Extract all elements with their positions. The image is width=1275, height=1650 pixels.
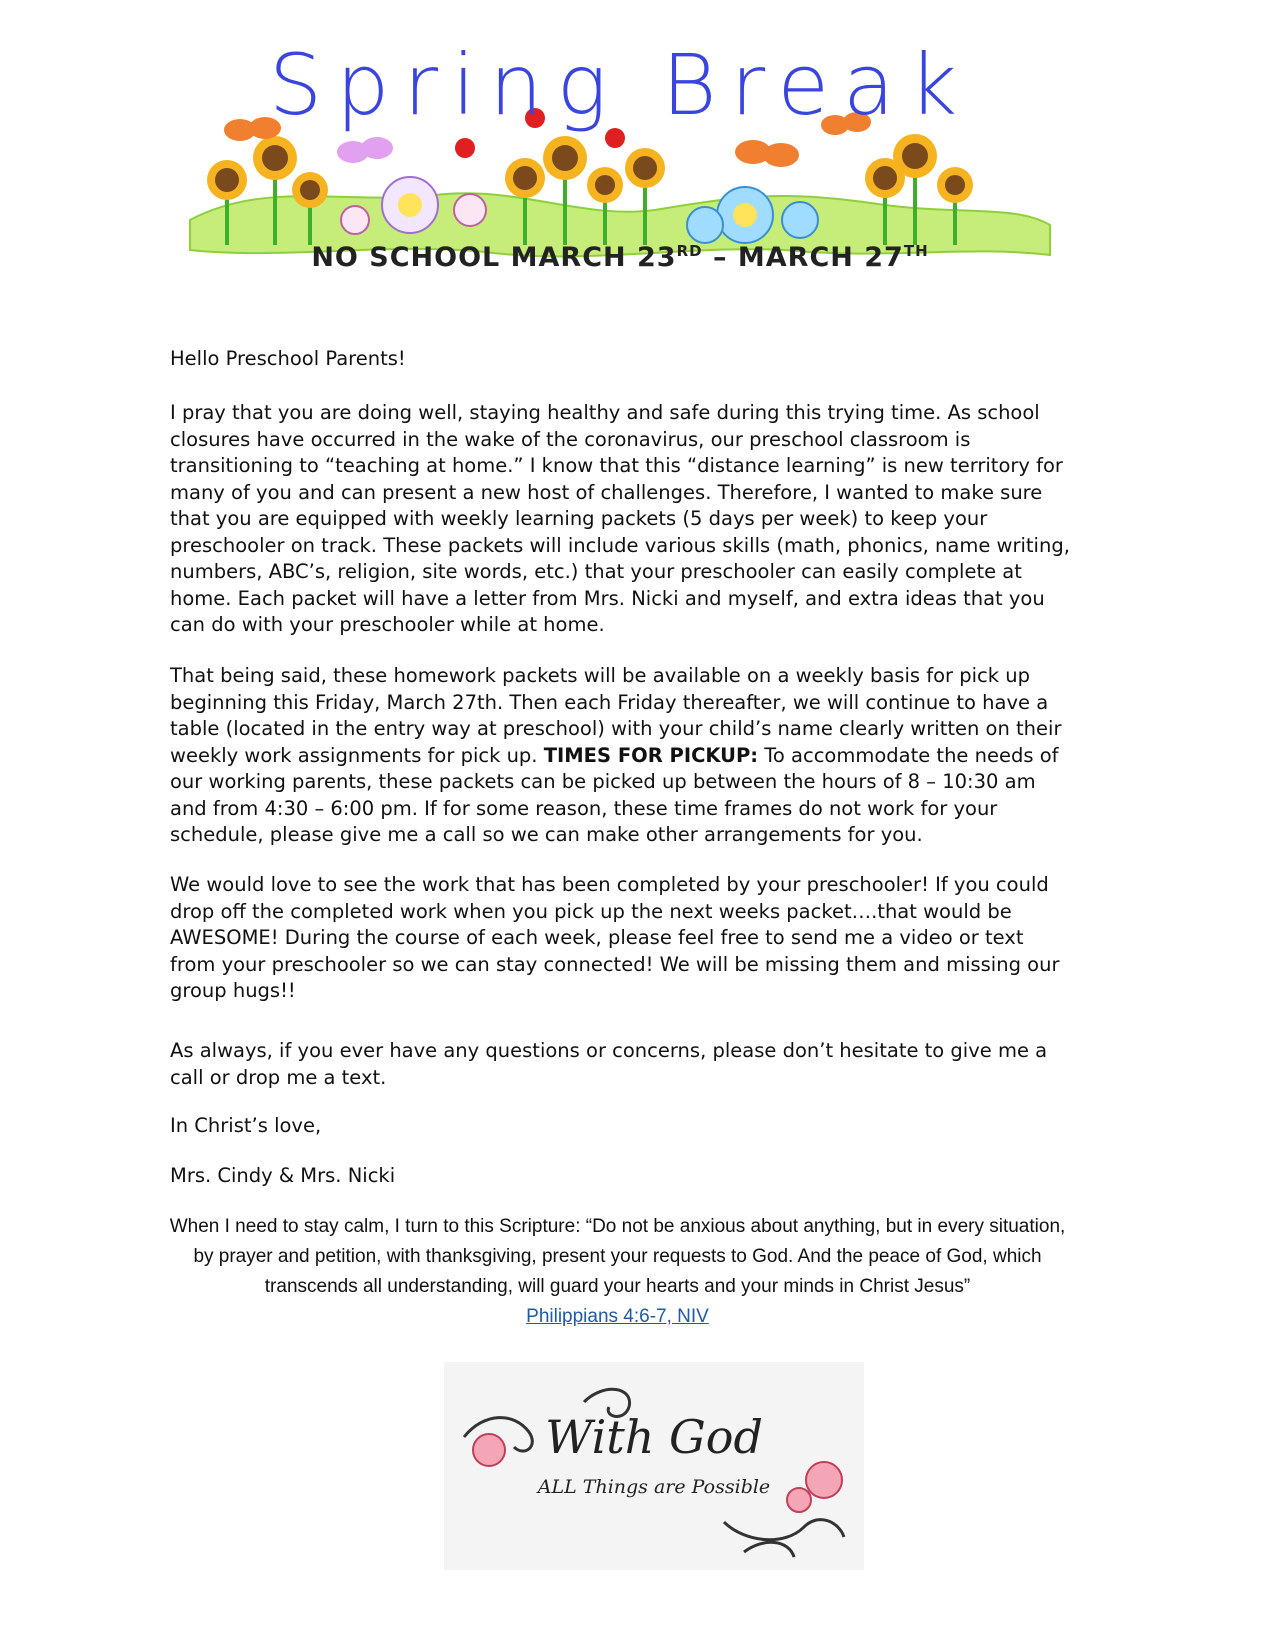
pickup-times-label: TIMES FOR PICKUP: [543, 743, 759, 767]
scripture-reference-link[interactable]: Philippians 4:6-7, NIV [526, 1306, 709, 1327]
closing: In Christ’s love, [170, 1114, 322, 1137]
with-god-title: With God [545, 1410, 763, 1464]
paragraph-pickup: That being said, these homework packets will be available on a weekly basis for pick up beginning this Friday, March 27th. Then each Friday thereafter, we will continue to have a table (located in the entry way at preschool) with your child’s name clearly written on their weekly work assignments for pick up. TIMES FOR PICKUP: To accommodate the needs of our working parents, these packets can be picked up between the hours of 8 – 10:30 am and from 4:30 – 6:00 pm. If for some reason, these time frames do not work for your schedule, please give me a call so we can make other arrangements for you. [170, 664, 1062, 846]
sunflower-icon [207, 134, 973, 208]
spring-break-banner [185, 30, 1055, 290]
paragraph-questions: As always, if you ever have any questions or concerns, please don’t hesitate to give me a call or drop me a text. [170, 1039, 1048, 1089]
banner-title: Spring Break [268, 36, 972, 134]
paragraph-completed-work: We would love to see the work that has been completed by your preschooler! If you could drop off the completed work when you pick up the next weeks packet….that would be AWESOME! During the course of each week, please feel free to send me a video or text from your preschooler so we can stay connected! We will be missing them and missing our group hugs!! [170, 873, 1060, 1002]
with-god-image [444, 1362, 864, 1570]
signature: Mrs. Cindy & Mrs. Nicki [170, 1164, 396, 1187]
paragraph-intro: I pray that you are doing well, staying healthy and safe during this trying time. As school closures have occurred in the wake of the coronavirus, our preschool classroom is transitioning to “teaching at home.” I know that this “distance learning” is new territory for many of you and can present a new host of challenges. Therefore, I wanted to make sure that you are equipped with weekly learning packets (5 days per week) to keep your preschooler on track. These packets will include various skills (math, phonics, name writing, numbers, ABC’s, religion, site words, etc.) that your preschooler can easily complete at home. Each packet will have a letter from Mrs. Nicki and myself, and extra ideas that you can do with your preschooler while at home. [170, 401, 1070, 636]
greeting: Hello Preschool Parents! [170, 347, 406, 370]
decorative-swirls [444, 1362, 864, 1570]
scripture-quote: When I need to stay calm, I turn to this Scripture: “Do not be anxious about anything, but in every situation, by prayer and petition, with thanksgiving, present your requests to God. And the peace of God, which transcends all understanding, will guard your hearts and your minds in Christ Jesus” [169, 1216, 1066, 1297]
no-school-dates: NO SCHOOL MARCH 23RD – MARCH 27TH [311, 242, 929, 273]
with-god-subtitle: ALL Things are Possible [537, 1476, 771, 1498]
